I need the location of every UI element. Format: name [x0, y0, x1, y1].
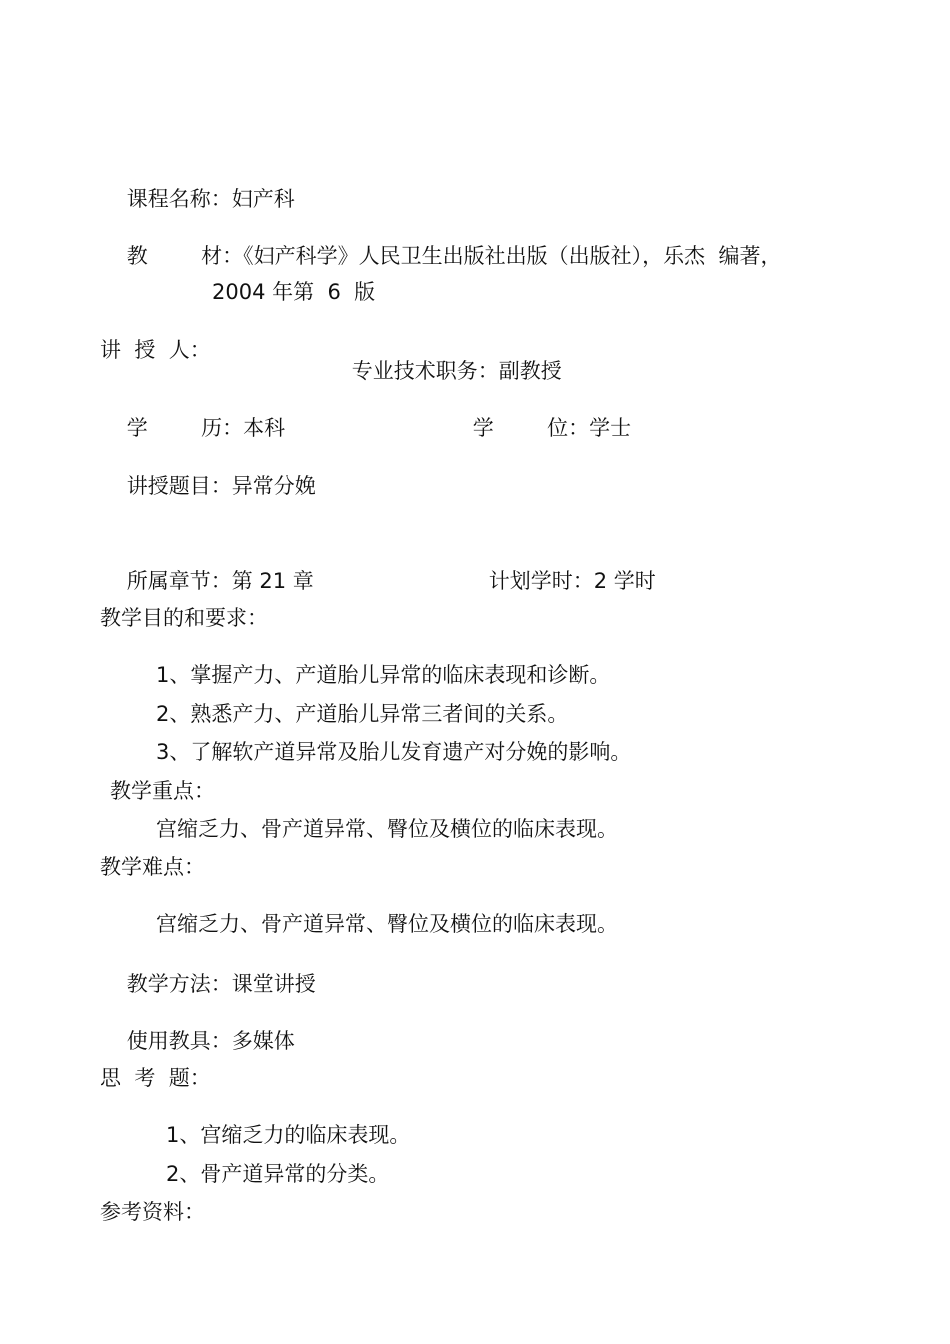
degree-label: 学 位：: [472, 416, 590, 440]
question-item: 2、骨产道异常的分类。: [166, 1162, 390, 1186]
professional-title-row: [325, 340, 562, 403]
textbook-value: 《妇产科学》人民卫生出版社出版（出版社），乐杰 编著，: [243, 244, 782, 268]
education-value: 本科: [243, 416, 286, 440]
textbook-label: 教 材：: [126, 244, 244, 268]
objectives-heading: 教学目的和要求：: [100, 606, 268, 630]
chapter-value: 第 21 章: [231, 569, 314, 593]
references-heading: 参考资料：: [100, 1200, 205, 1224]
hours-value: 2 学时: [593, 569, 656, 593]
objective-item: 3、了解软产道异常及胎儿发育遗产对分娩的影响。: [156, 740, 632, 764]
difficulties-heading: 教学难点：: [100, 855, 205, 879]
professional-title-value: 副教授: [498, 359, 562, 383]
degree-value: 学士: [589, 416, 632, 440]
key-points-heading: 教学重点：: [110, 779, 215, 803]
key-points-text: 宫缩乏力、骨产道异常、臀位及横位的临床表现。: [156, 817, 618, 841]
objective-item: 2、熟悉产力、产道胎儿异常三者间的关系。: [156, 702, 569, 726]
method-value: 课堂讲授: [231, 972, 316, 996]
method-row: [100, 953, 316, 1016]
course-name-row: [100, 168, 295, 231]
questions-heading: 思 考 题：: [100, 1066, 211, 1090]
course-name-value: 妇产科: [231, 187, 295, 211]
lecturer-label: 讲 授 人：: [100, 338, 211, 362]
chapter-label: 所属章节：: [126, 569, 232, 593]
education-row: [100, 397, 285, 460]
difficulties-text: 宫缩乏力、骨产道异常、臀位及横位的临床表现。: [156, 912, 618, 936]
tools-row: [100, 1010, 295, 1073]
textbook-edition: 2004 年第 6 版: [212, 280, 376, 304]
objective-item: 1、掌握产力、产道胎儿异常的临床表现和诊断。: [156, 663, 611, 687]
chapter-row: [100, 550, 314, 613]
degree-row: [446, 397, 631, 460]
course-name-label: 课程名称：: [126, 187, 232, 211]
method-label: 教学方法：: [126, 972, 232, 996]
hours-row: [462, 550, 656, 613]
tools-label: 使用教具：: [126, 1029, 232, 1053]
hours-label: 计划学时：: [488, 569, 594, 593]
question-item: 1、宫缩乏力的临床表现。: [166, 1123, 411, 1147]
professional-title-label: 专业技术职务：: [351, 359, 499, 383]
textbook-row: [100, 225, 781, 288]
education-label: 学 历：: [126, 416, 244, 440]
topic-row: [100, 455, 316, 518]
tools-value: 多媒体: [231, 1029, 295, 1053]
topic-label: 讲授题目：: [126, 474, 232, 498]
topic-value: 异常分娩: [231, 474, 316, 498]
